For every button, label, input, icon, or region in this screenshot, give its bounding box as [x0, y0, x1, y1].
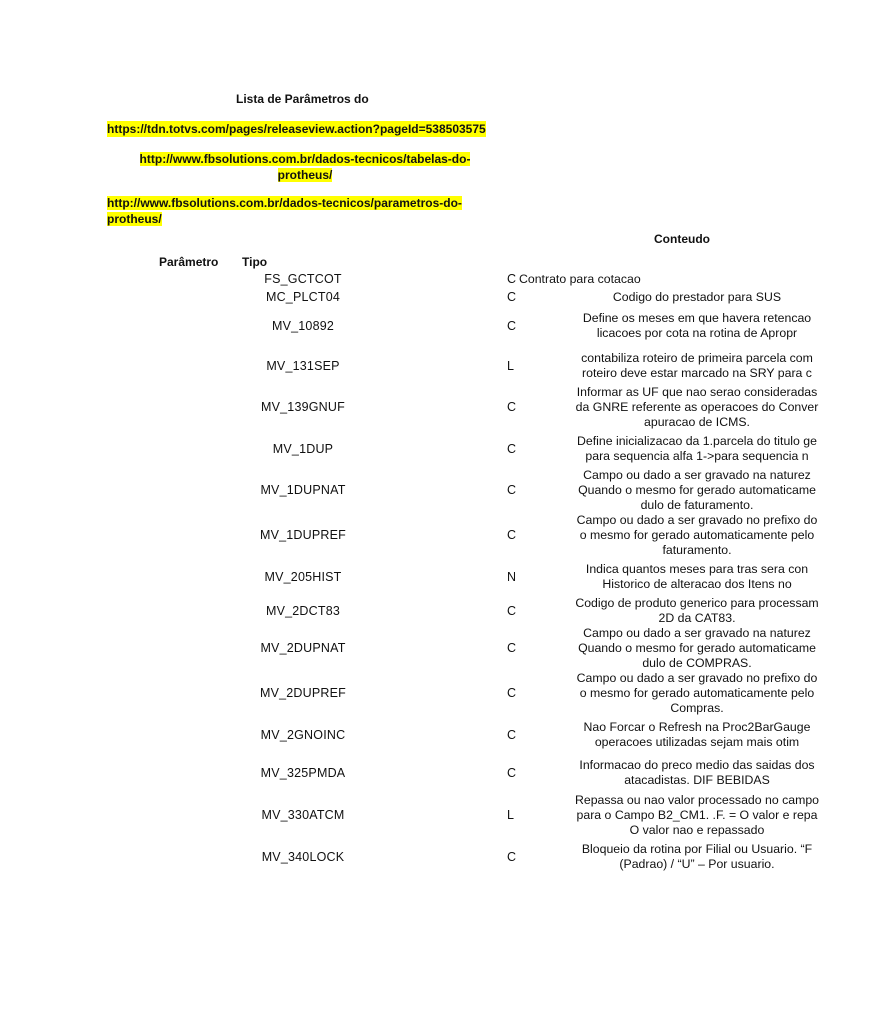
- description-line: Campo ou dado a ser gravado no prefixo do: [576, 670, 818, 685]
- description-line: para sequencia alfa 1->para sequencia n: [585, 449, 809, 463]
- description-line: apuracao de ICMS.: [644, 414, 750, 429]
- description-line: da GNRE referente as operacoes do Conver: [575, 399, 819, 414]
- parameter-type: C: [507, 290, 517, 304]
- parameter-description: [517, 671, 877, 716]
- description-line: Campo ou dado a ser gravado na naturez: [583, 625, 811, 640]
- description-line: para o Campo B2_CM1. .F. = O valor e repa: [576, 807, 818, 822]
- description-line: dulo de faturamento.: [640, 497, 754, 512]
- description-line: atacadistas. DIF BEBIDAS: [624, 773, 770, 787]
- parameter-name: MV_2DCT83: [265, 604, 341, 618]
- link-tabelas-line1[interactable]: http://www.fbsolutions.com.br/dados-tecnicos/tabelas-do-: [139, 152, 471, 166]
- parameter-description: [517, 513, 877, 558]
- parameter-description: [517, 758, 877, 788]
- header-parametro: Parâmetro: [159, 255, 219, 269]
- link-parametros-line1[interactable]: http://www.fbsolutions.com.br/dados-tecnicos/parametros-do-: [107, 196, 462, 210]
- description-line: Define inicializacao da 1.parcela do titulo ge: [577, 434, 817, 448]
- parameter-name: MV_325PMDA: [260, 766, 346, 780]
- parameter-type: C: [507, 483, 517, 497]
- description-line: Codigo do prestador para SUS: [612, 289, 782, 304]
- link-parametros-line2[interactable]: protheus/: [107, 212, 162, 226]
- description-line: Quando o mesmo for gerado automaticame: [578, 640, 816, 655]
- description-line: Repassa ou nao valor processado no campo: [574, 792, 820, 807]
- parameter-name: MV_139GNUF: [261, 400, 345, 414]
- description-line: O valor nao e repassado: [629, 822, 765, 837]
- parameter-type: C: [507, 319, 517, 333]
- parameter-name: MV_10892: [271, 319, 335, 333]
- parameter-type: C: [507, 528, 517, 542]
- description-line: roteiro deve estar marcado na SRY para c: [582, 366, 812, 380]
- parameter-description: [517, 311, 877, 341]
- parameter-type: C: [507, 604, 517, 618]
- parameter-name: MV_1DUPREF: [259, 528, 347, 542]
- parameter-description: [519, 272, 879, 287]
- description-line: 2D da CAT83.: [658, 611, 736, 625]
- parameter-name: MV_2DUPREF: [259, 686, 347, 700]
- description-line: o mesmo for gerado automaticamente pelo: [579, 527, 815, 542]
- parameter-type: C: [507, 442, 517, 456]
- parameter-description: [517, 351, 877, 381]
- parameter-description: [517, 626, 877, 671]
- parameter-description: [517, 720, 877, 750]
- link-tabelas-line2[interactable]: protheus/: [277, 168, 333, 182]
- description-line: faturamento.: [662, 542, 732, 557]
- parameter-name: MV_330ATCM: [261, 808, 345, 822]
- description-line: Campo ou dado a ser gravado na naturez: [583, 467, 811, 482]
- parameter-type: L: [507, 808, 514, 822]
- parameter-type: C: [507, 686, 517, 700]
- parameter-description: [517, 468, 877, 513]
- description-line: dulo de COMPRAS.: [642, 655, 752, 670]
- header-conteudo: Conteudo: [654, 232, 710, 246]
- parameter-name: MV_1DUPNAT: [260, 483, 346, 497]
- parameter-type: C: [507, 728, 517, 742]
- header-tipo: Tipo: [242, 255, 268, 269]
- description-line: Informar as UF que nao serao consideradas: [576, 384, 818, 399]
- parameter-description: [517, 793, 877, 838]
- description-line: Compras.: [670, 700, 724, 715]
- parameter-type: C: [507, 272, 517, 286]
- parameter-description: [517, 596, 877, 626]
- description-line: contabiliza roteiro de primeira parcela com: [581, 351, 813, 365]
- description-line: Bloqueio da rotina por Filial ou Usuario. “F: [581, 842, 813, 856]
- parameter-description: [517, 434, 877, 464]
- parameter-name: MV_2DUPNAT: [260, 641, 346, 655]
- description-line: Nao Forcar o Refresh na Proc2BarGauge: [583, 720, 811, 734]
- parameter-name: MV_131SEP: [266, 359, 340, 373]
- parameter-name: MV_205HIST: [264, 570, 342, 584]
- parameter-name: FS_GCTCOT: [264, 272, 342, 286]
- link-tabelas-protheus[interactable]: [132, 151, 478, 183]
- parameter-description: [517, 562, 877, 592]
- description-line: o mesmo for gerado automaticamente pelo: [579, 685, 815, 700]
- parameter-name: MV_340LOCK: [261, 850, 345, 864]
- description-line: Quando o mesmo for gerado automaticame: [578, 482, 816, 497]
- parameter-description: [517, 842, 877, 872]
- description-line: Informacao do preco medio das saidas dos: [579, 758, 815, 772]
- description-line: Historico de alteracao dos Itens no: [602, 577, 792, 591]
- link-totvs[interactable]: https://tdn.totvs.com/pages/releaseview.action?pageId=538503575: [107, 122, 486, 136]
- parameter-type: C: [507, 400, 517, 414]
- parameter-type: L: [507, 359, 514, 373]
- document-title: Lista de Parâmetros do: [236, 92, 369, 106]
- parameter-name: MV_2GNOINC: [260, 728, 346, 742]
- parameter-name: MC_PLCT04: [265, 290, 341, 304]
- parameter-name: MV_1DUP: [272, 442, 334, 456]
- description-line: Contrato para cotacao: [519, 271, 641, 286]
- parameter-type: C: [507, 766, 517, 780]
- parameter-description: [517, 385, 877, 430]
- description-line: Codigo de produto generico para processam: [575, 596, 819, 610]
- parameter-type: N: [507, 570, 517, 584]
- parameter-description: [517, 290, 877, 305]
- description-line: Define os meses em que havera retencao: [582, 311, 812, 325]
- description-line: (Padrao) / “U” – Por usuario.: [619, 857, 775, 871]
- description-line: operacoes utilizadas sejam mais otim: [594, 735, 800, 749]
- description-line: licacoes por cota na rotina de Apropr: [596, 326, 798, 340]
- description-line: Campo ou dado a ser gravado no prefixo do: [576, 512, 818, 527]
- parameter-type: C: [507, 850, 517, 864]
- parameter-type: C: [507, 641, 517, 655]
- description-line: Indica quantos meses para tras sera con: [585, 562, 809, 576]
- link-parametros-protheus[interactable]: [107, 195, 462, 227]
